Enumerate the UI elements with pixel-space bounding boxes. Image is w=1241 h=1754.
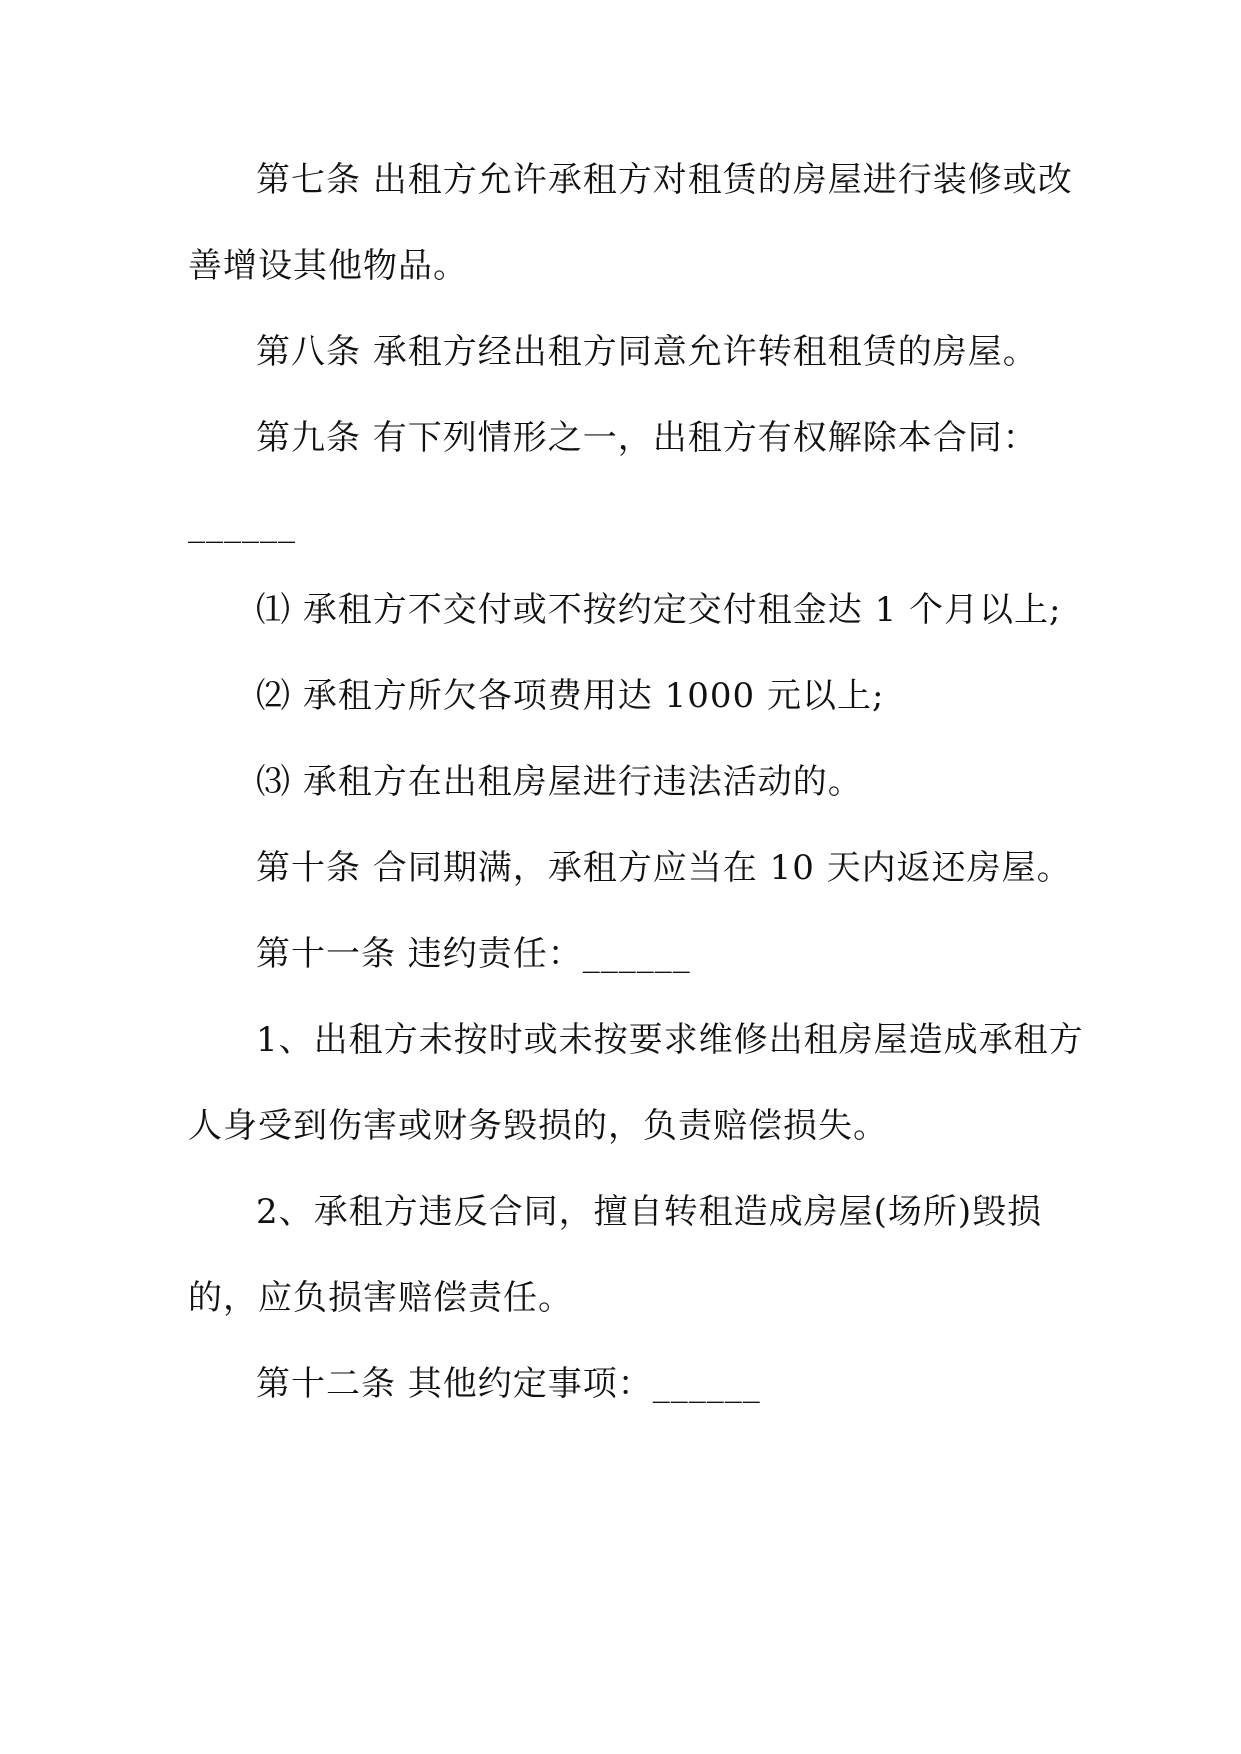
article-10: 第十条 合同期满，承租方应当在 10 天内返还房屋。: [256, 848, 1072, 888]
article-9-blank: ______: [188, 504, 296, 544]
article-9: 第九条 有下列情形之一，出租方有权解除本合同：: [256, 418, 1038, 458]
article-7-line-2: 善增设其他物品。: [188, 246, 468, 286]
article-11-item-2-line-1: 2、承租方违反合同，擅自转租造成房屋(场所)毁损: [256, 1192, 1043, 1232]
article-9-item-3: ⑶ 承租方在出租房屋进行违法活动的。: [256, 762, 863, 802]
article-11-item-1-line-1: 1、出租方未按时或未按要求维修出租房屋造成承租方: [256, 1020, 1084, 1060]
article-11-item-2-line-2: 的，应负损害赔偿责任。: [188, 1278, 573, 1318]
article-9-item-2: ⑵ 承租方所欠各项费用达 1000 元以上;: [256, 676, 885, 716]
article-11: 第十一条 违约责任：______: [256, 934, 691, 974]
article-11-item-1-line-2: 人身受到伤害或财务毁损的，负责赔偿损失。: [188, 1106, 888, 1146]
article-9-item-1: ⑴ 承租方不交付或不按约定交付租金达 1 个月以上;: [256, 590, 1062, 630]
article-8: 第八条 承租方经出租方同意允许转租租赁的房屋。: [256, 332, 1038, 372]
article-12: 第十二条 其他约定事项：______: [256, 1364, 761, 1404]
article-7-line-1: 第七条 出租方允许承租方对租赁的房屋进行装修或改: [256, 160, 1073, 200]
